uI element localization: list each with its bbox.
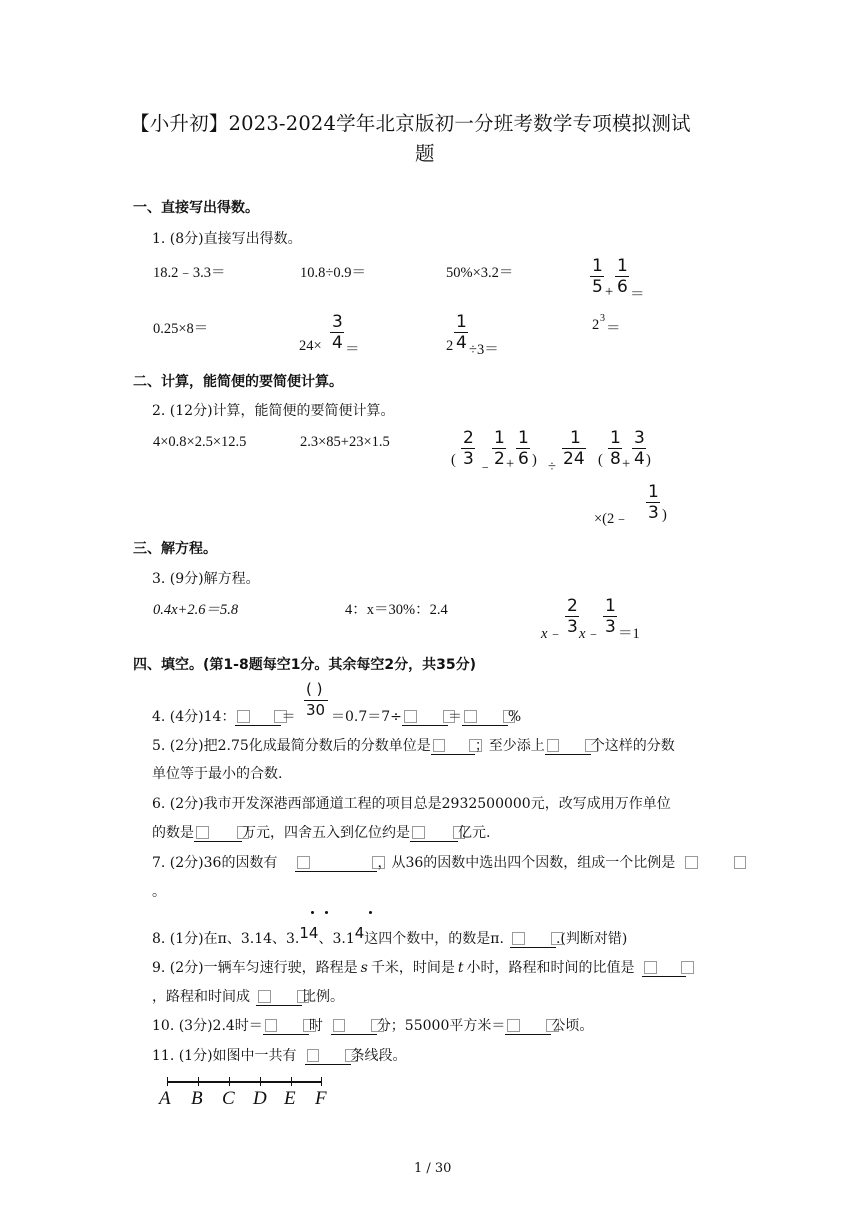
q11-text-1: 11. (1分)如图中一共有	[152, 1048, 297, 1064]
q1-item-b: 10.8÷0.9＝	[300, 265, 366, 281]
q4-middle: ＝0.7＝7÷	[331, 709, 402, 725]
fraction-numerator: 2	[567, 596, 578, 616]
point-label-d: D	[253, 1088, 267, 1109]
q4-fraction-denominator: 30	[306, 701, 326, 719]
section-2-heading: 二、计算，能简便的要简便计算。	[133, 374, 343, 390]
q7-text-1: 7. (2分)36的因数有	[152, 855, 278, 871]
q8-text-1: 8. (1分)在π、3.14、3.	[152, 931, 300, 947]
fraction-denominator: 8	[610, 449, 621, 469]
fraction-denominator: 6	[617, 277, 628, 297]
expr-part: x﹣	[541, 626, 562, 642]
q10-text-4: 公顷。	[551, 1018, 594, 1034]
q9-var-s: s	[360, 960, 368, 976]
right-paren: )	[662, 507, 667, 523]
q10-blank-2[interactable]	[331, 1018, 377, 1035]
question-3: 3. (9分)解方程。	[152, 571, 260, 587]
q1-item-e: 0.25×8＝	[153, 321, 209, 337]
q7-text-2: ，从36的因数中选出四个因数，组成一个比例是	[377, 855, 676, 871]
fraction-denominator: 6	[518, 449, 529, 469]
q10-blank-3[interactable]	[505, 1018, 551, 1035]
point-label-c: C	[222, 1088, 235, 1109]
q6-blank-1[interactable]	[194, 825, 242, 842]
expr-prefix: 24×	[299, 338, 322, 354]
q3-item-b: 4：x＝30%：2.4	[345, 602, 448, 618]
fraction-numerator: 3	[634, 428, 645, 448]
plus-sign: +	[622, 456, 631, 472]
equals-sign: ＝	[345, 342, 360, 358]
plus-sign: +	[605, 284, 614, 300]
page-number: 1 / 30	[414, 1161, 452, 1176]
q7-blank-2[interactable]	[683, 855, 739, 871]
expr-suffix: ÷3＝	[469, 342, 499, 358]
q1-item-a: 18.2﹣3.3＝	[153, 265, 226, 281]
q9-text-5: 比例。	[302, 989, 344, 1005]
question-8	[152, 924, 628, 948]
q10-text-2: 时	[308, 1018, 323, 1034]
q6-text-3: 亿元.	[458, 825, 491, 841]
fraction-numerator: 1	[648, 482, 659, 502]
question-11	[152, 1045, 407, 1065]
question-1: 1. (8分)直接写出得数。	[152, 231, 302, 247]
q8-repeating-digits-2: 4	[354, 924, 365, 942]
question-6-line-2	[152, 822, 490, 842]
q8-blank[interactable]	[510, 931, 556, 948]
equals-one: ＝1	[618, 626, 640, 642]
q9-blank-1[interactable]	[642, 960, 686, 977]
q9-text-3: 小时，路程和时间的比值是	[466, 960, 635, 976]
q4-blank-3[interactable]	[462, 709, 508, 726]
q9-var-t: t	[457, 960, 464, 976]
left-paren: (	[451, 452, 456, 468]
fraction-numerator: 1	[610, 428, 621, 448]
expr-part: x﹣	[579, 626, 600, 642]
page-title-continued: 题	[415, 142, 435, 165]
question-10	[152, 1015, 593, 1035]
question-9-line-2	[152, 986, 344, 1006]
q9-text-2: 千米，时间是	[370, 960, 455, 976]
q8-text-4: .(判断对错)	[555, 931, 628, 947]
q4-percent: %	[507, 709, 522, 725]
section-1-heading: 一、直接写出得数。	[133, 200, 259, 216]
q4-blank-2[interactable]	[402, 709, 448, 726]
q4-prefix: 4. (4分)14：	[152, 709, 236, 725]
fraction-numerator: 1	[456, 312, 467, 332]
q2-item-a: 4×0.8×2.5×12.5	[153, 434, 247, 450]
question-5	[152, 735, 675, 755]
fraction-numerator: 1	[592, 256, 603, 276]
q7-blank-1[interactable]	[295, 855, 377, 872]
fraction-denominator: 3	[567, 617, 578, 637]
fraction-denominator: 24	[563, 449, 585, 469]
fraction-numerator: 3	[332, 312, 343, 332]
minus-sign: ﹣	[478, 459, 493, 475]
q5-text-2: ；至少添上	[474, 738, 545, 754]
q3-item-a: 0.4x+2.6＝5.8	[153, 602, 239, 618]
times-paren: ×(2﹣	[594, 511, 629, 527]
q5-blank-1[interactable]	[431, 738, 475, 755]
power-exponent: 3	[600, 313, 605, 324]
q4-blank-1[interactable]	[235, 709, 281, 726]
fraction-numerator: 1	[605, 596, 616, 616]
q6-text-2: 万元，四舍五入到亿位约是	[242, 825, 410, 841]
section-3-heading: 三、解方程。	[133, 541, 217, 557]
question-2: 2. (12分)计算，能简便的要简便计算。	[152, 403, 395, 419]
power-base: 2	[592, 317, 600, 333]
fraction-denominator: 5	[592, 277, 603, 297]
fraction-denominator: 3	[463, 449, 474, 469]
page-title: 【小升初】2023-2024学年北京版初一分班考数学专项模拟测试	[130, 112, 691, 135]
q1-item-c: 50%×3.2＝	[446, 265, 514, 281]
fraction-denominator: 4	[634, 449, 645, 469]
q9-blank-2[interactable]	[256, 989, 302, 1006]
q10-text-3: 分；55000平方米＝	[376, 1018, 506, 1034]
right-paren: )	[646, 452, 651, 468]
fraction-denominator: 4	[456, 333, 467, 353]
equals-sign: ＝	[630, 287, 645, 303]
fraction-numerator: 1	[518, 428, 529, 448]
segment-line	[167, 1081, 322, 1083]
q11-blank[interactable]	[305, 1048, 351, 1065]
equals-sign: ＝	[606, 321, 621, 337]
q2-item-b: 2.3×85+23×1.5	[300, 434, 390, 450]
fraction-numerator: 1	[494, 428, 505, 448]
fraction-denominator: 4	[332, 333, 343, 353]
q8-text-3: 这四个数中，的数是π.	[364, 931, 504, 947]
fraction-numerator: 1	[570, 428, 581, 448]
point-label-a: A	[159, 1088, 171, 1109]
q11-text-2: 条线段。	[350, 1048, 407, 1064]
q4-fraction-numerator[interactable]: ( )	[306, 680, 323, 698]
q6-text-1: 的数是	[152, 825, 194, 841]
fraction-denominator: 3	[605, 617, 616, 637]
section-4-heading: 四、填空。(第1-8题每空1分。其余每空2分，共35分)	[133, 657, 477, 673]
q9-text-4: ，路程和时间成	[152, 989, 250, 1005]
q4-equals: ＝	[281, 709, 296, 725]
q5-blank-2[interactable]	[545, 738, 591, 755]
divide-sign: ÷	[548, 459, 556, 475]
q8-repeating-digits-1: 14	[299, 924, 319, 942]
right-paren: )	[532, 452, 537, 468]
q10-blank-1[interactable]	[263, 1018, 309, 1035]
question-6: 6. (2分)我市开发深港西部通道工程的项目总是2932500000元，改写成用万作单位	[152, 796, 671, 812]
fraction-denominator: 2	[494, 449, 505, 469]
fraction-numerator: 1	[617, 256, 628, 276]
mixed-whole: 2	[446, 338, 454, 354]
plus-sign: +	[506, 456, 515, 472]
fraction-denominator: 3	[648, 503, 659, 523]
q6-blank-2[interactable]	[410, 825, 458, 842]
q8-text-2: 、3.1	[318, 931, 355, 947]
point-label-f: F	[315, 1088, 327, 1109]
fraction-numerator: 2	[463, 428, 474, 448]
point-label-e: E	[284, 1088, 296, 1109]
q4-equals-2: ＝	[447, 709, 462, 725]
q9-text-1: 9. (2分)一辆车匀速行驶，路程是	[152, 960, 358, 976]
left-paren: (	[598, 452, 603, 468]
q5-text-3: 个这样的分数	[590, 738, 675, 754]
point-label-b: B	[191, 1088, 203, 1109]
question-7-line-2: 。	[152, 884, 166, 900]
question-7	[152, 852, 739, 872]
q5-text-1: 5. (2分)把2.75化成最简分数后的分数单位是	[152, 738, 431, 754]
question-9	[152, 957, 686, 977]
q10-text-1: 10. (3分)2.4时＝	[152, 1018, 263, 1034]
question-5-line-2: 单位等于最小的合数.	[152, 766, 283, 782]
